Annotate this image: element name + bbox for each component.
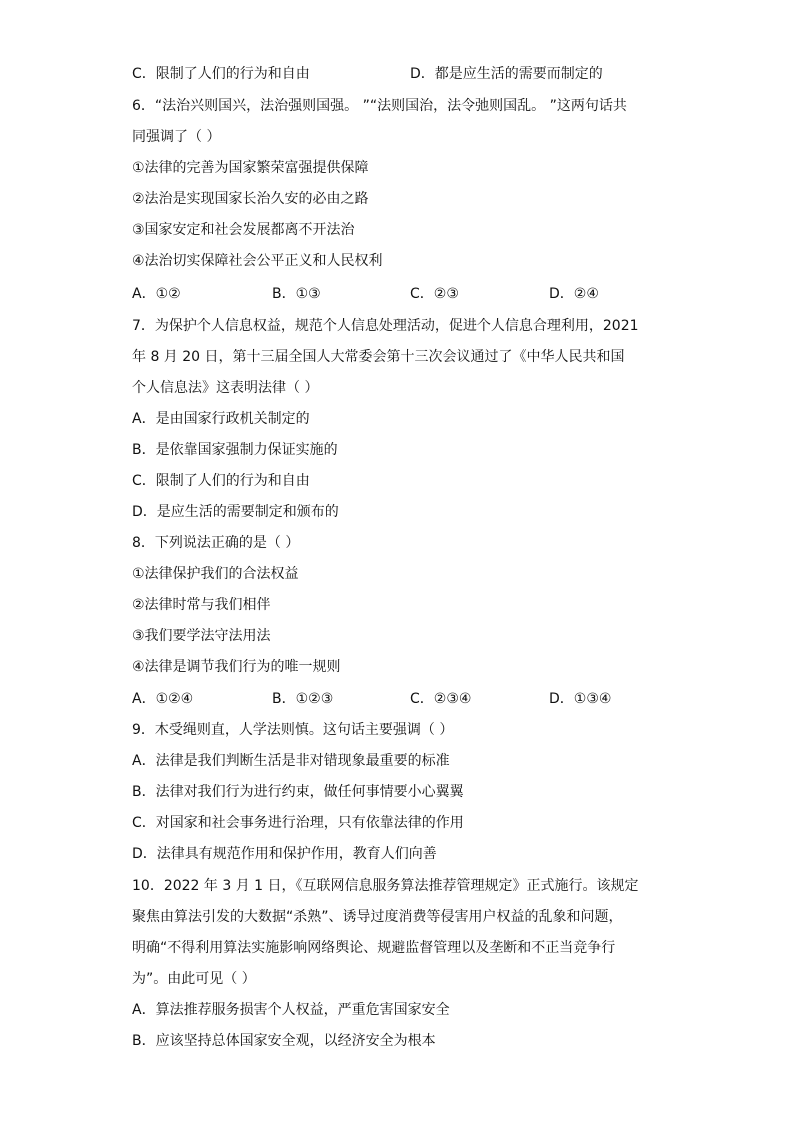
q7-stem-line3: 个人信息法》这表明法律（ ） xyxy=(132,380,319,396)
q9-option-c: C．对国家和社会事务进行治理，只有依靠法律的作用 xyxy=(132,815,464,831)
q10-option-b: B．应该坚持总体国家安全观，以经济安全为根本 xyxy=(132,1033,436,1049)
q6-option-d: D．②④ xyxy=(549,286,599,302)
q9-option-d: D．法律具有规范作用和保护作用，教育人们向善 xyxy=(132,846,437,862)
q10-option-a: A．算法推荐服务损害个人权益，严重危害国家安全 xyxy=(132,1002,450,1018)
q10-stem-line2: 聚焦由算法引发的大数据“杀熟”、诱导过度消费等侵害用户权益的乱象和问题， xyxy=(132,909,623,925)
q8-option-a: A．①②④ xyxy=(132,691,194,707)
q10-stem-line1: 10．2022 年 3 月 1 日，《互联网信息服务算法推荐管理规定》正式施行。该规定 xyxy=(132,878,639,894)
q6-stem-line2: 同强调了（ ） xyxy=(132,129,221,145)
q8-statement-4: ④法律是调节我们行为的唯一规则 xyxy=(132,659,341,675)
q6-statement-1: ①法律的完善为国家繁荣富强提供保障 xyxy=(132,160,369,176)
q9-option-b: B．法律对我们行为进行约束，做任何事情要小心翼翼 xyxy=(132,784,464,800)
q7-option-a: A．是由国家行政机关制定的 xyxy=(132,411,310,427)
q7-option-b: B．是依靠国家强制力保证实施的 xyxy=(132,442,338,458)
q6-statement-3: ③国家安定和社会发展都离不开法治 xyxy=(132,222,355,238)
q9-stem: 9．木受绳则直，人学法则慎。这句话主要强调（ ） xyxy=(132,722,454,738)
q10-stem-line4: 为”。由此可见（ ） xyxy=(132,971,256,987)
q6-option-b: B．①③ xyxy=(272,286,321,302)
q9-option-a: A．法律是我们判断生活是非对错现象最重要的标准 xyxy=(132,753,450,769)
q7-stem-line1: 7．为保护个人信息权益，规范个人信息处理活动，促进个人信息合理利用，2021 xyxy=(132,318,639,334)
q8-stem: 8．下列说法正确的是（ ） xyxy=(132,535,300,551)
q7-stem-line2: 年 8 月 20 日，第十三届全国人大常委会第十三次会议通过了《中华人民共和国 xyxy=(132,349,625,365)
q7-option-c: C．限制了人们的行为和自由 xyxy=(132,473,310,489)
q8-option-b: B．①②③ xyxy=(272,691,334,707)
q8-statement-3: ③我们要学法守法用法 xyxy=(132,628,271,644)
q10-stem-line3: 明确“不得利用算法实施影响网络舆论、规避监督管理以及垄断和不正当竞争行 xyxy=(132,940,616,956)
q6-stem-line1: 6．“法治兴则国兴，法治强则国强。 ”“法则国治，法令弛则国乱。 ”这两句话共 xyxy=(132,98,627,114)
q5-option-c: C．限制了人们的行为和自由 xyxy=(132,66,310,82)
q7-option-d: D．是应生活的需要制定和颁布的 xyxy=(132,504,339,520)
q8-statement-2: ②法律时常与我们相伴 xyxy=(132,597,271,613)
q6-option-c: C．②③ xyxy=(410,286,459,302)
q8-statement-1: ①法律保护我们的合法权益 xyxy=(132,566,299,582)
q5-option-d: D．都是应生活的需要而制定的 xyxy=(410,66,603,82)
q6-statement-2: ②法治是实现国家长治久安的必由之路 xyxy=(132,191,369,207)
q6-statement-4: ④法治切实保障社会公平正义和人民权利 xyxy=(132,253,383,269)
q6-option-a: A．①② xyxy=(132,286,181,302)
q8-option-d: D．①③④ xyxy=(549,691,612,707)
q8-option-c: C．②③④ xyxy=(410,691,472,707)
